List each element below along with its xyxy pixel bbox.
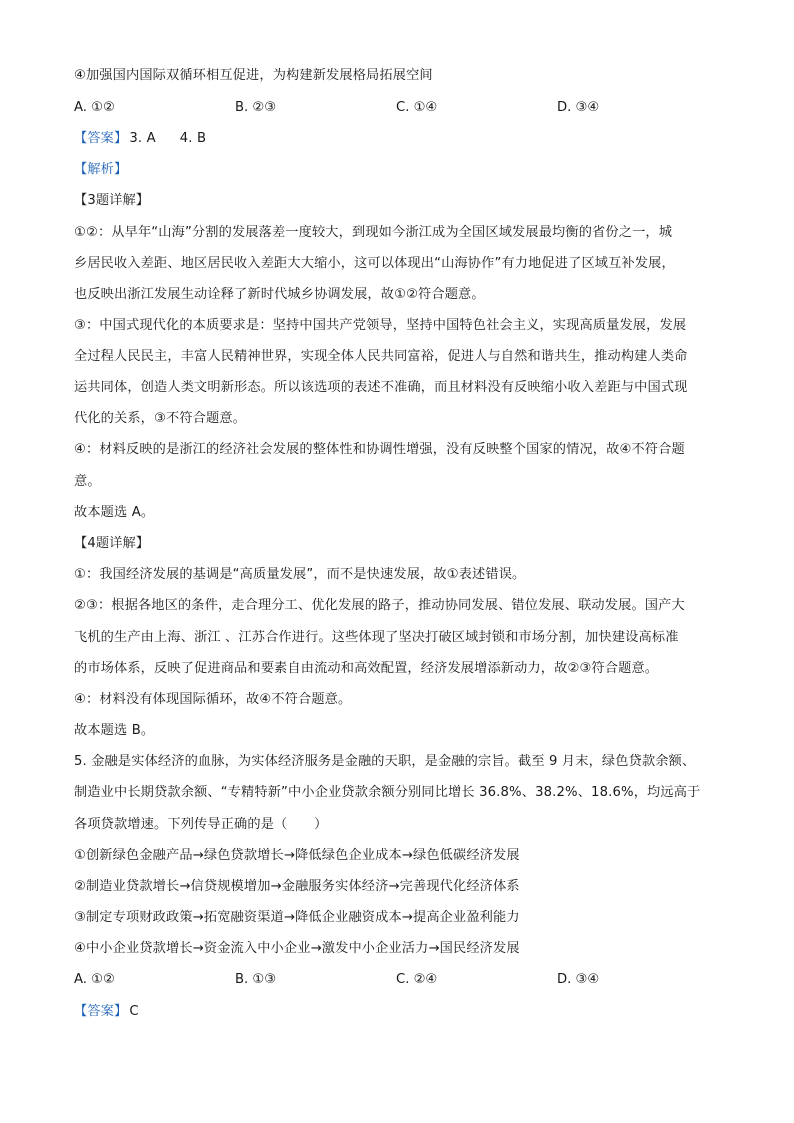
q4-line: 的市场体系，反映了促进商品和要素自由流动和高效配置，经济发展增添新动力，故②③符合题意。 bbox=[74, 661, 659, 676]
q3-line: 运共同体，创造人类文明新形态。所以该选项的表述不准确，而且材料没有反映缩小收入差距与中国式现 bbox=[74, 380, 688, 395]
answer-line-3-4 bbox=[74, 131, 724, 147]
answer-tag: 【答案】 bbox=[74, 131, 128, 146]
q5-choice-d: D. ③④ bbox=[557, 972, 600, 987]
q3-line: ①②：从早年“山海”分割的发展落差一度较大，到现如今浙江成为全国区域发展最均衡的省份之一，城 bbox=[74, 225, 673, 240]
q3-line: ③：中国式现代化的本质要求是：坚持中国共产党领导，坚持中国特色社会主义，实现高质量发展，发展 bbox=[74, 318, 687, 333]
q3-choice-b: B. ②③ bbox=[235, 100, 277, 115]
q3-line: 代化的关系，③不符合题意。 bbox=[74, 411, 247, 426]
q3-line: 乡居民收入差距、地区居民收入差距大大缩小，这可以体现出“山海协作”有力地促进了区域互补发展， bbox=[74, 256, 675, 271]
answer-line-5 bbox=[74, 1004, 724, 1020]
answer-4: 4. B bbox=[179, 131, 207, 146]
q5-option: ④中小企业贷款增长→资金流入中小企业→激发中小企业活力→国民经济发展 bbox=[74, 941, 520, 956]
q4-detail-tag: 【4题详解】 bbox=[74, 536, 150, 551]
analysis-tag: 【解析】 bbox=[74, 162, 128, 177]
q4-line: ②③：根据各地区的条件，走合理分工、优化发展的路子，推动协同发展、错位发展、联动发展。国产大 bbox=[74, 598, 685, 613]
q3-line: 也反映出浙江发展生动诠释了新时代城乡协调发展，故①②符合题意。 bbox=[74, 287, 485, 302]
answer-3: 3. A bbox=[129, 131, 156, 146]
q5-option: ②制造业贷款增长→信贷规模增加→金融服务实体经济→完善现代化经济体系 bbox=[74, 879, 520, 894]
q5-choice-c: C. ②④ bbox=[396, 972, 438, 987]
q3-option-4: ④加强国内国际双循环相互促进，为构建新发展格局拓展空间 bbox=[74, 68, 433, 83]
q5-option: ③制定专项财政政策→拓宽融资渠道→降低企业融资成本→提高企业盈利能力 bbox=[74, 910, 520, 925]
q5-stem: 制造业中长期贷款余额、“专精特新”中小企业贷款余额分别同比增长 36.8%、38.2%、18.6%，均远高于 bbox=[74, 785, 701, 800]
q4-line: 飞机的生产由上海、浙江 、江苏合作进行。这些体现了坚决打破区域封锁和市场分割，加快建设高标准 bbox=[74, 630, 679, 645]
q5-option: ①创新绿色金融产品→绿色贷款增长→降低绿色企业成本→绿色低碳经济发展 bbox=[74, 848, 520, 863]
q3-detail-tag: 【3题详解】 bbox=[74, 193, 150, 208]
q5-stem: 各项贷款增速。下列传导正确的是（ ） bbox=[74, 817, 328, 832]
q4-conclusion: 故本题选 B。 bbox=[74, 723, 155, 738]
q5-choice-b: B. ①③ bbox=[235, 972, 277, 987]
q3-choice-a: A. ①② bbox=[74, 100, 115, 115]
q3-choice-c: C. ①④ bbox=[396, 100, 438, 115]
q4-line: ④：材料没有体现国际循环，故④不符合题意。 bbox=[74, 692, 352, 707]
answer-5: C bbox=[129, 1004, 139, 1019]
q3-line: 全过程人民民主，丰富人民精神世界，实现全体人民共同富裕，促进人与自然和谐共生，推动构建人类命 bbox=[74, 349, 688, 364]
q3-conclusion: 故本题选 A。 bbox=[74, 505, 155, 520]
q4-line: ①：我国经济发展的基调是“高质量发展”，而不是快速发展，故①表述错误。 bbox=[74, 567, 526, 582]
q3-line: 意。 bbox=[74, 474, 101, 489]
q5-choice-a: A. ①② bbox=[74, 972, 115, 987]
q5-stem: 5. 金融是实体经济的血脉，为实体经济服务是金融的天职，是金融的宗旨。截至 9 月末，绿色贷款余额、 bbox=[74, 754, 696, 769]
answer-tag: 【答案】 bbox=[74, 1004, 128, 1019]
q3-line: ④：材料反映的是浙江的经济社会发展的整体性和协调性增强，没有反映整个国家的情况，故④不符合题 bbox=[74, 442, 685, 457]
q3-choice-d: D. ③④ bbox=[557, 100, 600, 115]
